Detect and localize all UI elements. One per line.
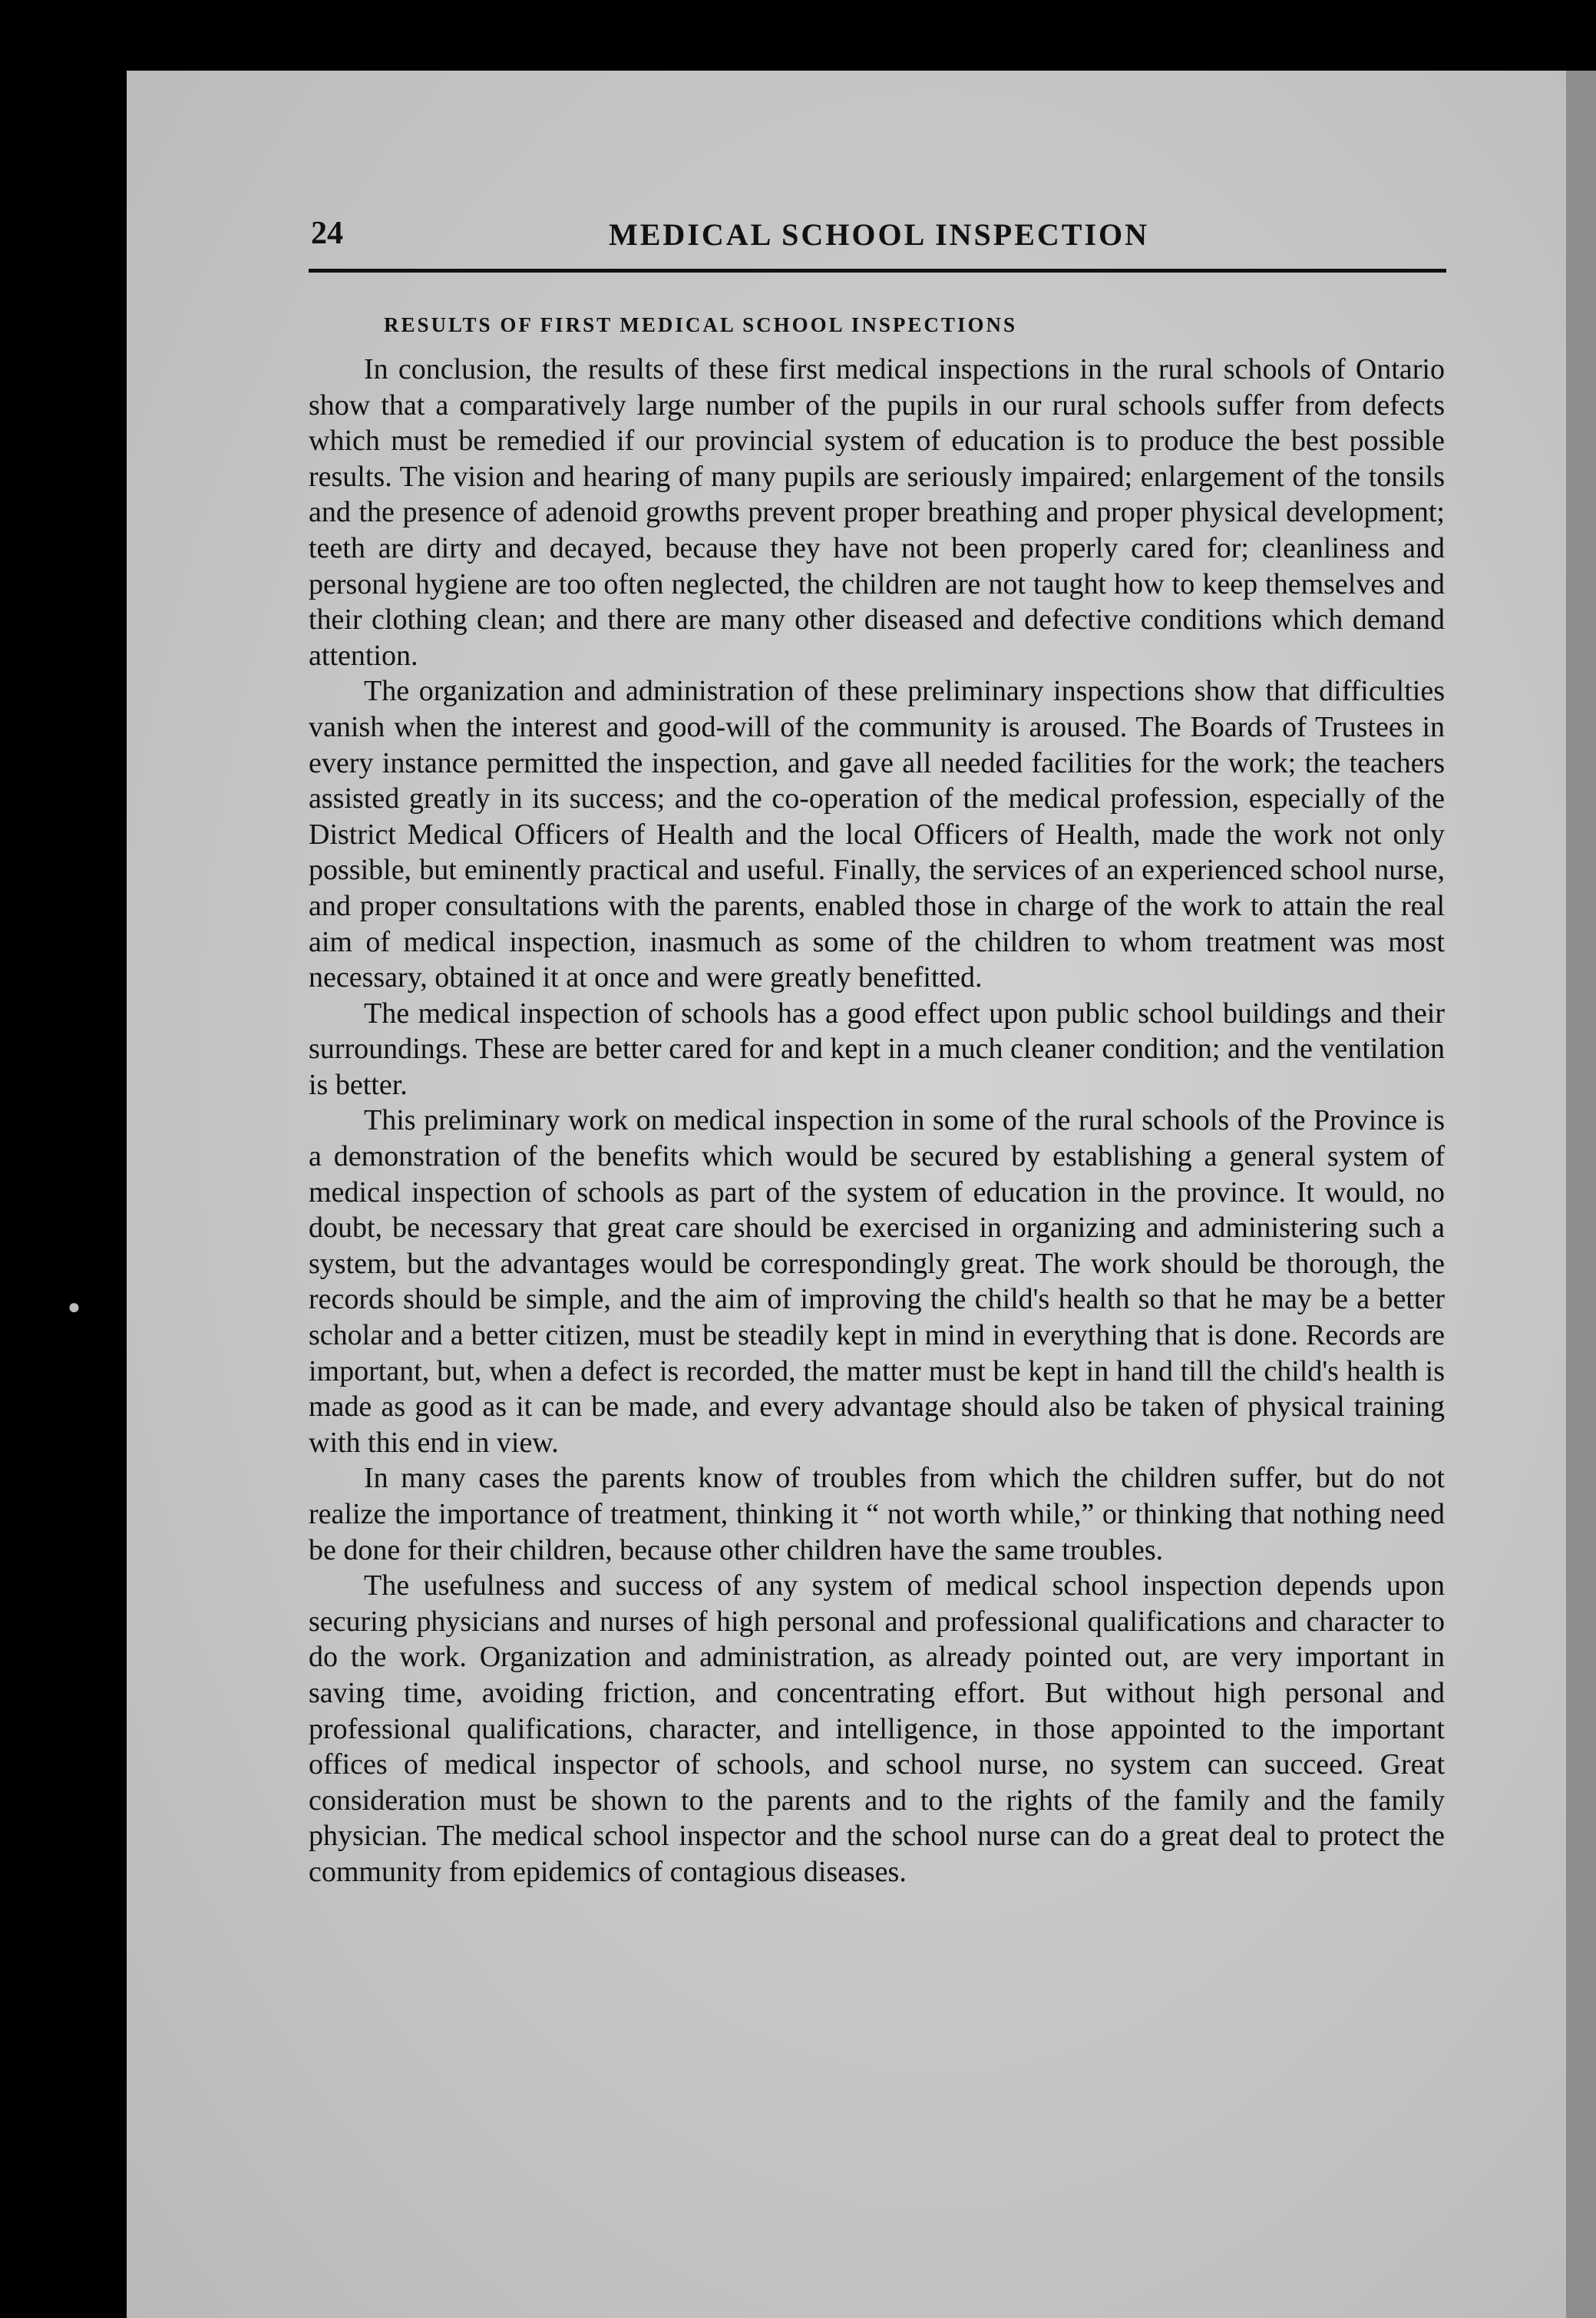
paragraph: This preliminary work on medical inspection in some of the rural schools of the Province is a demonstration of the benefits which would be secured by establishing a general system of medical inspection of schools as part of the system of education in the province. It would, no doubt, be necessary that great care should be exercised in organizing and administering such a system, but the advantages would be correspondingly great. The work should be thorough, the records should be simple, and the aim of improving the child's health so that he may be a better scholar and a better citizen, must be steadily kept in mind in everything that is done. Records are important, but, when a defect is recorded, the matter must be kept in hand till the child's health is made as good as it can be made, and every advantage should also be taken of physical training with this end in view. — [309, 1104, 1445, 1459]
paragraph: In conclusion, the results of these first medical inspections in the rural schools of Ontario show that a comparatively large number of the pupils in our rural schools suffer from defects which must be remedied if our provincial system of education is to produce the best possible results. The vision and hearing of many pupils are seriously impaired; enlargement of the tonsils and the presence of adenoid growths prevent proper breathing and proper physical development; teeth are dirty and decayed, because they have not been properly cared for; cleanliness and personal hygiene are too often neglected, the children are not taught how to keep themselves and their clothing clean; and there are many other diseased and defective conditions which demand attention. — [309, 353, 1445, 672]
section-title: RESULTS OF FIRST MEDICAL SCHOOL INSPECTIONS — [384, 313, 1017, 336]
page-number: 24 — [311, 216, 343, 251]
scan-artifact: ● — [68, 1295, 81, 1319]
paragraph: The usefulness and success of any system of medical school inspection depends upon securing physicians and nurses of high personal and professional qualifications and character to do the work. Organization and administration, as already pointed out, are very important in saving time, avoiding friction, and concentrating effort. But without high personal and professional qualifications, character, and intelligence, in those appointed to the important offices of medical inspector of schools, and school nurse, no system can succeed. Great consideration must be shown to the parents and to the rights of the family and the family physician. The medical school inspector and the school nurse can do a great deal to protect the community from epidemics of contagious diseases. — [309, 1569, 1445, 1888]
paragraph: The organization and administration of these preliminary inspections show that difficulties vanish when the interest and good-will of the community is aroused. The Boards of Trustees in every instance permitted the inspection, and gave all needed facilities for the work; the teachers assisted greatly in its success; and the co-operation of the medical profession, especially of the District Medical Officers of Health and the local Officers of Health, made the work not only possible, but eminently practical and useful. Finally, the services of an experienced school nurse, and proper consultations with the parents, enabled those in charge of the work to attain the real aim of medical inspection, inasmuch as some of the children to whom treatment was most necessary, obtained it at once and were greatly benefitted. — [309, 675, 1445, 994]
paragraph: The medical inspection of schools has a good effect upon public school buildings and their surroundings. These are better cared for and kept in a much cleaner condition; and the ventilation is better. — [309, 997, 1445, 1101]
header-rule — [309, 269, 1446, 273]
running-head: MEDICAL SCHOOL INSPECTION — [608, 217, 1150, 252]
page-edge-shadow — [1566, 71, 1596, 2318]
paragraph: In many cases the parents know of troubles from which the children suffer, but do not realize the importance of treatment, thinking it “ not worth while,” or thinking that nothing need be done for their children, because other children have the same troubles. — [309, 1462, 1445, 1566]
page-header — [311, 215, 1447, 261]
body-text — [309, 352, 1445, 1890]
